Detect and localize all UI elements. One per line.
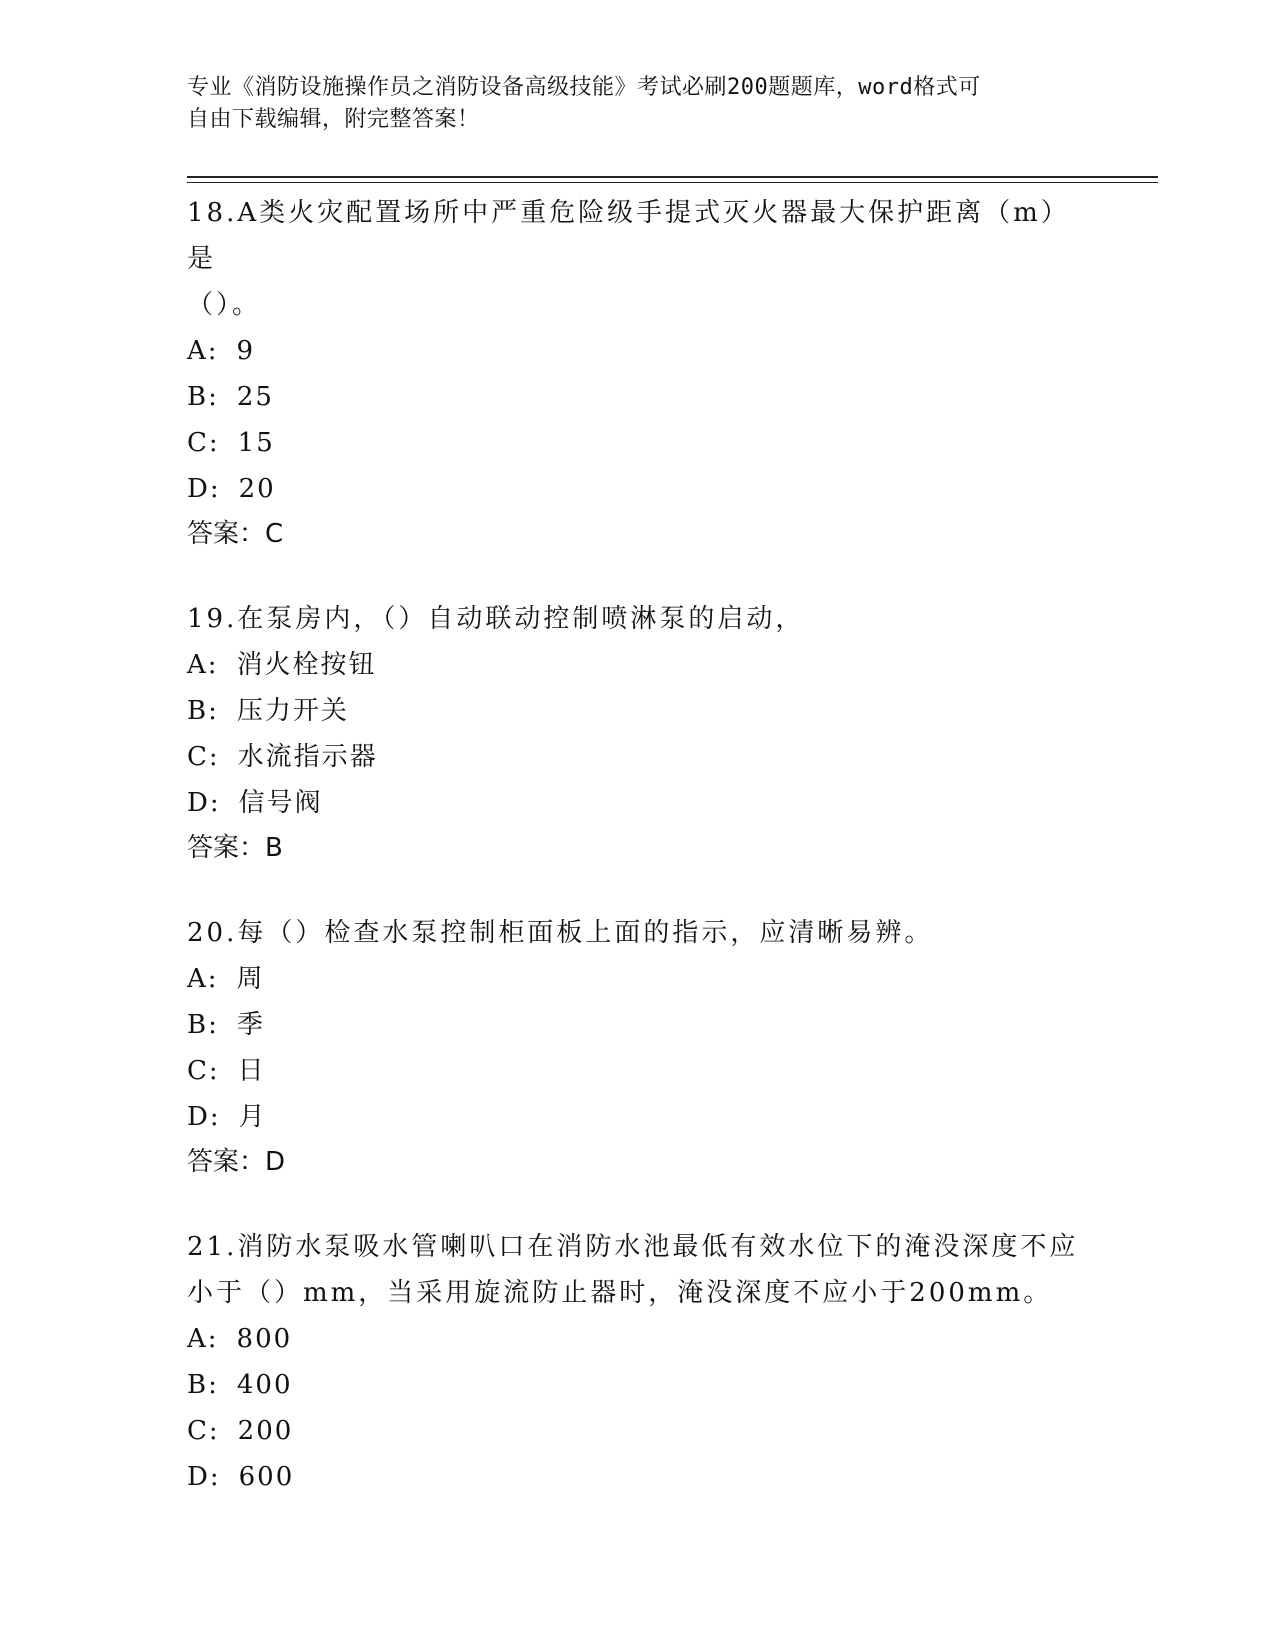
option-a: [187, 642, 1087, 688]
option-text: 消火栓按钮: [236, 650, 377, 680]
option-d: [187, 466, 1087, 512]
option-text: 20: [238, 474, 276, 504]
option-c: [187, 1048, 1087, 1094]
option-b: [187, 688, 1087, 734]
option-key: B:: [187, 1010, 219, 1040]
question-list: [187, 190, 1087, 1540]
question-stem-line-2: （）。: [187, 290, 262, 320]
option-c: [187, 420, 1087, 466]
option-text: 200: [237, 1416, 294, 1446]
option-d: [187, 1454, 1087, 1500]
option-a: [187, 1316, 1087, 1362]
option-text: 9: [236, 336, 256, 366]
option-text: 800: [236, 1324, 293, 1354]
option-text: 25: [236, 382, 274, 412]
option-text: 600: [238, 1462, 295, 1492]
header-line-1: 专业《消防设施操作员之消防设备高级技能》考试必刷200题题库，word格式可: [187, 75, 981, 100]
question-stem-line-1: 21.消防水泵吸水管喇叭口在消防水池最低有效水位下的淹没深度不应: [187, 1232, 1079, 1262]
option-key: A:: [187, 336, 219, 366]
question-stem-line-2: 小于（）mm，当采用旋流防止器时，淹没深度不应小于200mm。: [187, 1278, 1053, 1308]
option-d: [187, 780, 1087, 826]
option-text: 月: [238, 1102, 267, 1132]
option-a: [187, 328, 1087, 374]
option-key: A:: [187, 1324, 219, 1354]
option-text: 15: [237, 428, 275, 458]
option-key: D:: [187, 788, 221, 818]
header-divider-thick: [187, 176, 1158, 178]
answer-line: 答案：C: [187, 519, 284, 549]
option-b: [187, 374, 1087, 420]
header-divider-thin: [187, 182, 1158, 183]
option-text: 400: [236, 1370, 293, 1400]
question-20: [187, 910, 1087, 1184]
option-c: [187, 734, 1087, 780]
option-key: D:: [187, 1102, 221, 1132]
header-line-2: 自由下载编辑，附完整答案！: [187, 107, 480, 132]
option-key: A:: [187, 964, 219, 994]
question-stem-line-1: 18.A类火灾配置场所中严重危险级手提式灭火器最大保护距离（m）是: [187, 198, 1070, 274]
option-key: C:: [187, 1416, 220, 1446]
question-stem-line-1: 19.在泵房内，（）自动联动控制喷淋泵的启动，: [187, 604, 805, 634]
option-text: 周: [236, 964, 265, 994]
option-text: 压力开关: [236, 696, 349, 726]
option-key: B:: [187, 696, 219, 726]
option-key: C:: [187, 1056, 220, 1086]
question-19: [187, 596, 1087, 870]
option-b: [187, 1002, 1087, 1048]
option-a: [187, 956, 1087, 1002]
option-key: B:: [187, 1370, 219, 1400]
option-key: C:: [187, 742, 220, 772]
option-b: [187, 1362, 1087, 1408]
option-key: A:: [187, 650, 219, 680]
question-stem-line-1: 20.每（）检查水泵控制柜面板上面的指示，应清晰易辨。: [187, 918, 934, 948]
option-d: [187, 1094, 1087, 1140]
question-18: [187, 190, 1087, 556]
question-21: [187, 1224, 1087, 1500]
answer-line: 答案：B: [187, 833, 283, 863]
option-text: 日: [237, 1056, 266, 1086]
option-text: 信号阀: [238, 788, 323, 818]
option-key: D:: [187, 1462, 221, 1492]
option-key: B:: [187, 382, 219, 412]
option-key: C:: [187, 428, 220, 458]
option-text: 水流指示器: [237, 742, 378, 772]
answer-line: 答案：D: [187, 1147, 286, 1177]
document-header: [187, 72, 1087, 136]
option-text: 季: [236, 1010, 265, 1040]
option-c: [187, 1408, 1087, 1454]
option-key: D:: [187, 474, 221, 504]
